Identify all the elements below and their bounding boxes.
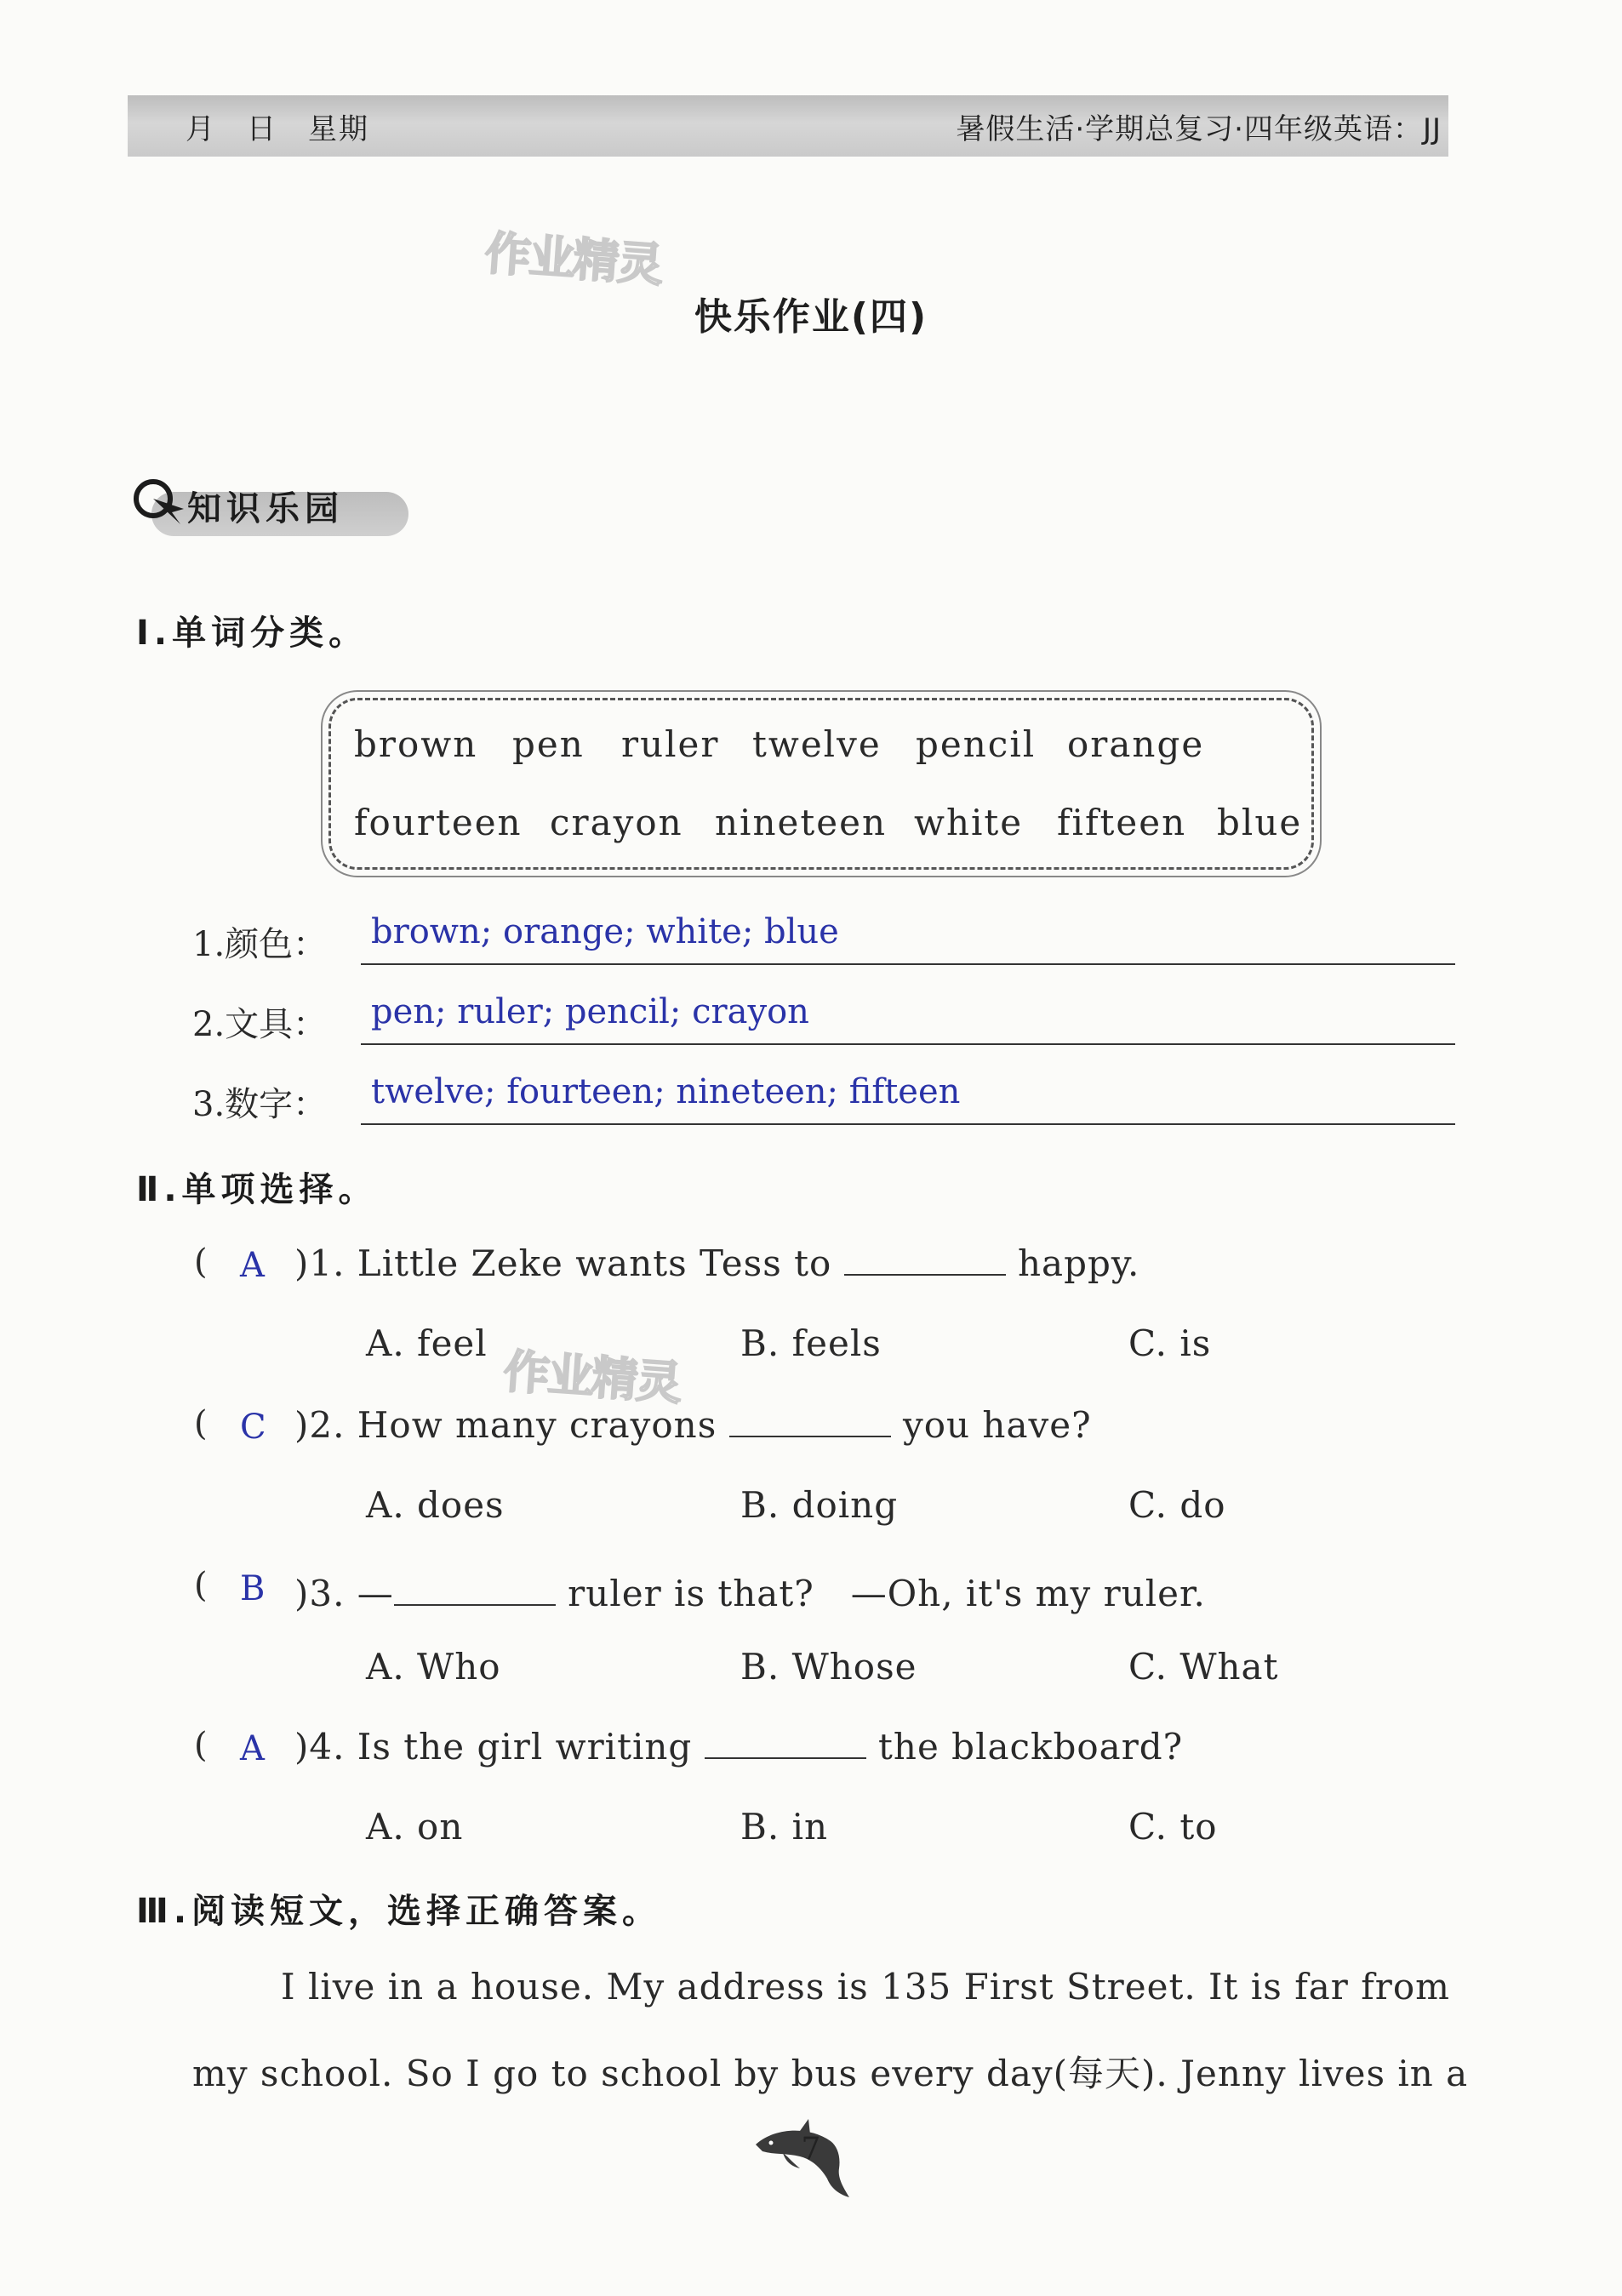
choice-answer: A [240, 1729, 265, 1768]
word: fifteen [1057, 802, 1187, 843]
header-book-title: 暑假生活·学期总复习·四年级英语：JJ [956, 112, 1442, 146]
word: pen [512, 723, 585, 765]
watermark: 作业精灵 [483, 226, 664, 293]
answer-paren: ( [194, 1404, 208, 1443]
question-stem: )1. Little Zeke wants Tess to happy. [294, 1242, 1140, 1284]
section-badge-label: 知识乐园 [187, 489, 344, 528]
fill-blank [729, 1407, 891, 1437]
option: B. Whose [740, 1646, 917, 1688]
word: crayon [550, 802, 683, 843]
word: blue [1217, 802, 1303, 843]
magnifier-arrow-icon [128, 473, 187, 533]
answer-paren: ( [194, 1242, 208, 1282]
fill-blank [705, 1728, 866, 1759]
answer-paren: ( [194, 1566, 208, 1605]
header-date: 月 日 星期 [186, 112, 369, 146]
word: ruler [621, 723, 720, 765]
word: fourteen [354, 802, 523, 843]
question-stem: )2. How many crayons you have? [294, 1404, 1092, 1446]
watermark: 作业精灵 [501, 1344, 682, 1411]
answer-line [361, 1123, 1455, 1125]
reading-passage-line: I live in a house. My address is 135 First Street. It is far from [281, 1966, 1450, 2008]
section-2-title: Ⅱ.单项选择。 [136, 1170, 378, 1209]
option: A. Who [366, 1646, 501, 1688]
option: A. feel [366, 1322, 488, 1364]
choice-answer: A [240, 1246, 265, 1285]
option: B. doing [740, 1484, 899, 1526]
category-answer: pen; ruler; pencil; crayon [371, 992, 809, 1031]
option: C. What [1128, 1646, 1279, 1688]
word: white [914, 802, 1024, 843]
word: orange [1067, 723, 1205, 765]
option: C. to [1128, 1806, 1218, 1848]
word: nineteen [715, 802, 888, 843]
option: A. does [366, 1484, 505, 1526]
category-label: 1.颜色： [192, 925, 328, 964]
word: twelve [752, 723, 882, 765]
option: C. is [1128, 1322, 1212, 1364]
section-3-title: Ⅲ.阅读短文，选择正确答案。 [136, 1892, 662, 1931]
category-answer: twelve; fourteen; nineteen; fifteen [371, 1072, 961, 1111]
page-number: 7 [801, 2132, 821, 2167]
word: pencil [916, 723, 1037, 765]
category-label: 2.文具： [192, 1005, 328, 1044]
option: A. on [366, 1806, 464, 1848]
fill-blank [844, 1245, 1006, 1276]
option: B. in [740, 1806, 829, 1848]
page-title: 快乐作业(四) [694, 295, 928, 339]
answer-line [361, 1043, 1455, 1045]
choice-answer: C [240, 1408, 266, 1447]
section-1-title: Ⅰ.单词分类。 [136, 614, 368, 653]
reading-passage-line: my school. So I go to school by bus every day(每天). Jenny lives in a [192, 2053, 1469, 2094]
option: C. do [1128, 1484, 1226, 1526]
word: brown [354, 723, 478, 765]
category-label: 3.数字： [192, 1085, 328, 1124]
question-stem: )4. Is the girl writing the blackboard? [294, 1726, 1184, 1768]
choice-answer: B [240, 1569, 266, 1608]
question-stem: )3. — ruler is that? —Oh, it's my ruler. [294, 1573, 1206, 1614]
answer-paren: ( [194, 1726, 208, 1765]
option: B. feels [740, 1322, 882, 1364]
answer-line [361, 963, 1455, 965]
category-answer: brown; orange; white; blue [371, 912, 839, 951]
fill-blank [394, 1575, 556, 1606]
